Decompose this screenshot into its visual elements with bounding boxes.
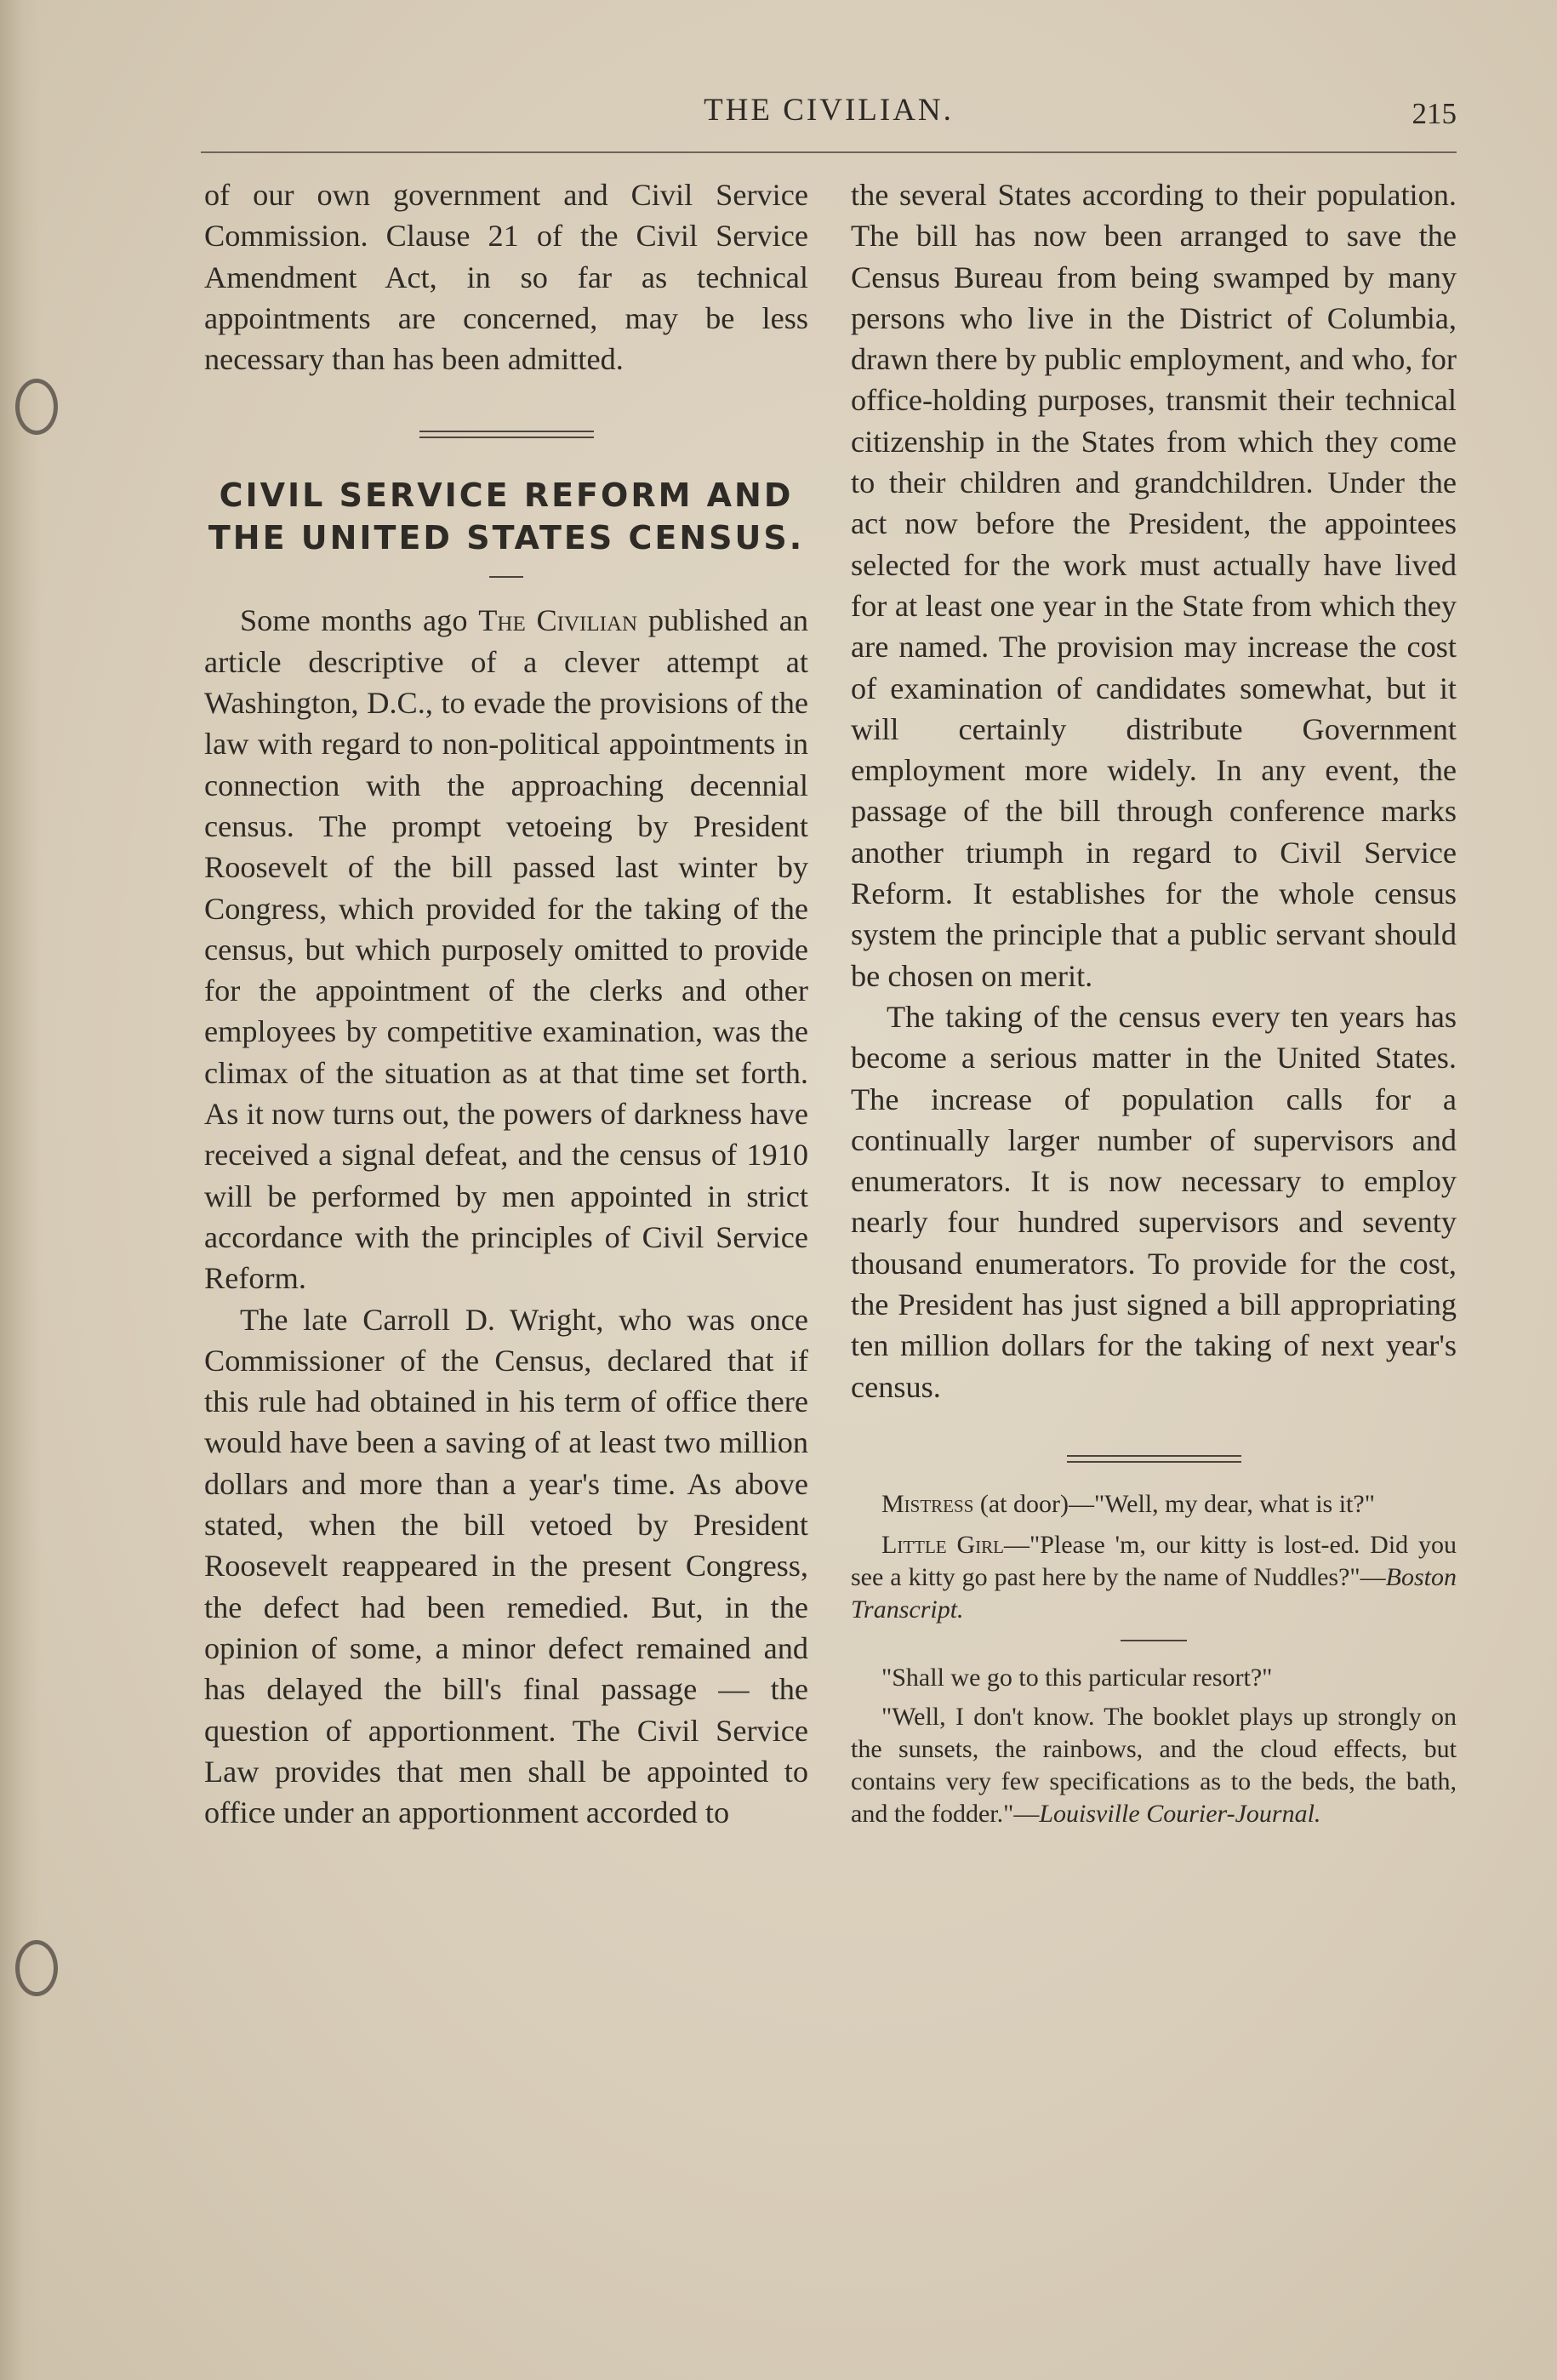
page-number: 215 xyxy=(1412,97,1457,130)
publication-title: THE CIVILIAN. xyxy=(704,93,954,128)
joke1-speaker2: Little Girl xyxy=(881,1530,1004,1559)
joke1-line2 xyxy=(851,1529,1457,1626)
para1-lead: Some months ago xyxy=(240,603,468,638)
joke2-source: Louisville Courier-Journal. xyxy=(1039,1799,1321,1828)
article-heading: CIVIL SERVICE REFORM AND THE UNITED STATES CENSUS. xyxy=(208,477,805,557)
section-divider-right xyxy=(1067,1455,1241,1463)
joke-1 xyxy=(851,1488,1457,1626)
article-paragraph-2: The late Carroll D. Wright, who was once Commissioner of the Census, declared that if this rule had obtained in his term of office there would have been a saving of at least two million dollars and more than a year's time. As above stated, when the bill vetoed by President Roosevelt reappeared in the present Congress, the defect had been remedied. But, in the opinion of some, a minor defect remained and has delayed the bill's final passage — the question of apportionment. The Civil Service Law provides that men shall be appointed to office under an apportionment accorded to xyxy=(204,1302,808,1830)
article-paragraph-3: the several States according to their population. The bill has now been arranged to save the Census Bureau from being swamped by many persons who live in the District of Columbia, drawn there by public employment, and who, for office-holding purposes, transmit their technical citizenship in the States from which they come to their children and grandchildren. Under the act now before the President, the appointees selected for the work must actually have lived for at least one year in the State from which they are named. The provision may increase the cost of examination of candidates somewhat, but it will certainly distribute Government employment more widely. In any event, the passage of the bill through conference marks another triumph in regard to Civil Service Reform. It establishes for the whole census system the principle that a public servant should be chosen on merit. xyxy=(851,178,1457,993)
header-rule xyxy=(201,151,1457,153)
joke1-text1: (at door)—"Well, my dear, what is it?" xyxy=(979,1489,1375,1518)
joke1-source: Boston Transcript. xyxy=(851,1562,1457,1624)
section-divider xyxy=(419,431,594,438)
joke2-line1: "Shall we go to this particular resort?" xyxy=(881,1663,1273,1692)
joke1-text2: —"Please 'm, our kitty is lost-ed. Did you see a kitty go past here by the name of Nuddles?"— xyxy=(851,1530,1457,1591)
publication-name: The Civilian xyxy=(478,603,638,638)
para1-rest: published an article descriptive of a clever attempt at Washington, D.C., to evade the provisions of the law with regard to non-political appointments in connection with the approaching decennial census. The prompt vetoeing by President Roosevelt of the bill passed last winter by Congress, which provided for the taking of the census, but which purposely omitted to provide for the appointment of the clerks and other employees by competitive examination, was the climax of the situation as at that time set forth. As it now turns out, the powers of darkness have received a signal defeat, and the census of 1910 will be performed by men appointed in strict accordance with the principles of Civil Service Reform. xyxy=(204,603,808,1296)
intro-paragraph: of our own government and Civil Service Commission. Clause 21 of the Civil Service Amendment Act, in so far as technical appointments are concerned, may be less necessary than has been admitted. xyxy=(204,178,808,377)
joke2-text2: "Well, I don't know. The booklet plays up strongly on the sunsets, the rainbows, and the cloud effects, but contains very few specifications as to the beds, the bath, and the fodder."— xyxy=(851,1702,1457,1828)
right-column xyxy=(851,174,1457,1830)
left-column xyxy=(204,174,808,1833)
joke1-speaker1: Mistress xyxy=(881,1489,974,1518)
joke2-line2 xyxy=(851,1701,1457,1830)
binding-ring-bottom xyxy=(15,1940,58,1996)
page-binding-edge xyxy=(0,0,41,2380)
article-paragraph-4: The taking of the census every ten years has become a serious matter in the United States. The increase of population calls for a continually larger number of supervisors and enumerators. It is now necessary to employ nearly four hundred supervisors and seventy thousand enumerators. To provide for the cost, the President has just signed a bill appropriating ten million dollars for the taking of next year's census. xyxy=(851,999,1457,1404)
article-paragraph-1 xyxy=(204,600,808,1298)
running-header xyxy=(201,92,1457,143)
joke-2 xyxy=(851,1662,1457,1830)
binding-ring-top xyxy=(15,379,58,435)
joke1-line1 xyxy=(851,1488,1457,1521)
